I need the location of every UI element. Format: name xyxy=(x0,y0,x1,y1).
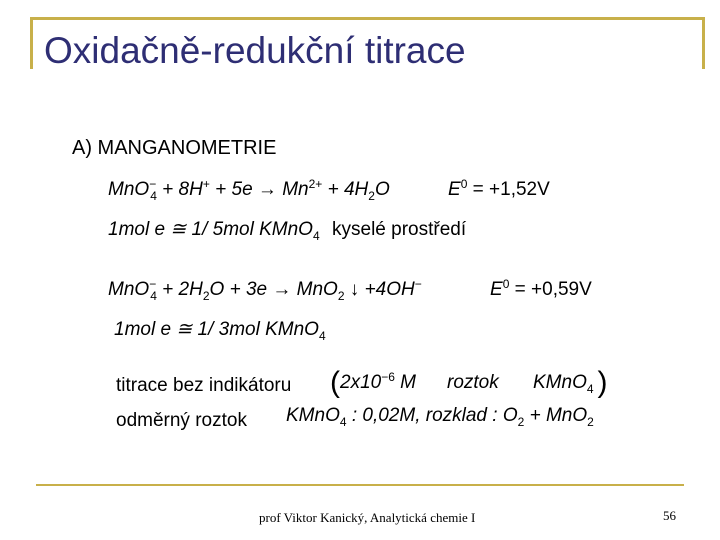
equivalent-acidic: 1mol e ≅ 1/ 5mol KMnO$_4$ xyxy=(108,219,320,243)
condition-acidic: kyselé prostředí xyxy=(332,219,467,240)
frame-left-line xyxy=(30,17,33,69)
frame-top-line xyxy=(30,17,705,20)
frame-right-line xyxy=(702,17,705,69)
potential-acidic: $E^0 = +1,52V$ xyxy=(448,177,550,200)
indicator-label: titrace bez indikátoru xyxy=(116,375,292,396)
frame-bottom-line xyxy=(36,484,684,486)
equation-neutral: $MnO^-_4 + 2H_2O + 3e \to MnO_2$ ↓ +4OH− xyxy=(108,277,422,303)
equivalent-neutral: 1mol e ≅ 1/ 3mol KMnO$_4$ xyxy=(114,319,326,343)
standard-solution-label: odměrný roztok xyxy=(116,410,247,431)
equation-acidic: $MnO^-_4 + 8H^+ + 5e \to Mn^{2+} + 4H_2O$ xyxy=(108,177,390,203)
slide-title: Oxidačně-redukční titrace xyxy=(44,30,466,71)
footer-author: prof Viktor Kanický, Analytická chemie I xyxy=(259,510,476,525)
indicator-kmno4: KMnO$_4$ ) xyxy=(533,366,608,399)
section-heading: A) MANGANOMETRIE xyxy=(72,137,277,159)
page-number: 56 xyxy=(663,508,676,523)
indicator-concentration: ($2x10^{-6}$ M xyxy=(330,366,416,399)
potential-neutral: $E^0 = +0,59V$ xyxy=(490,277,592,300)
standard-solution-formula: KMnO$_4$ : 0,02M, rozklad : $O_2 + MnO_2$ xyxy=(286,405,594,429)
indicator-solution-word: roztok xyxy=(447,372,499,393)
